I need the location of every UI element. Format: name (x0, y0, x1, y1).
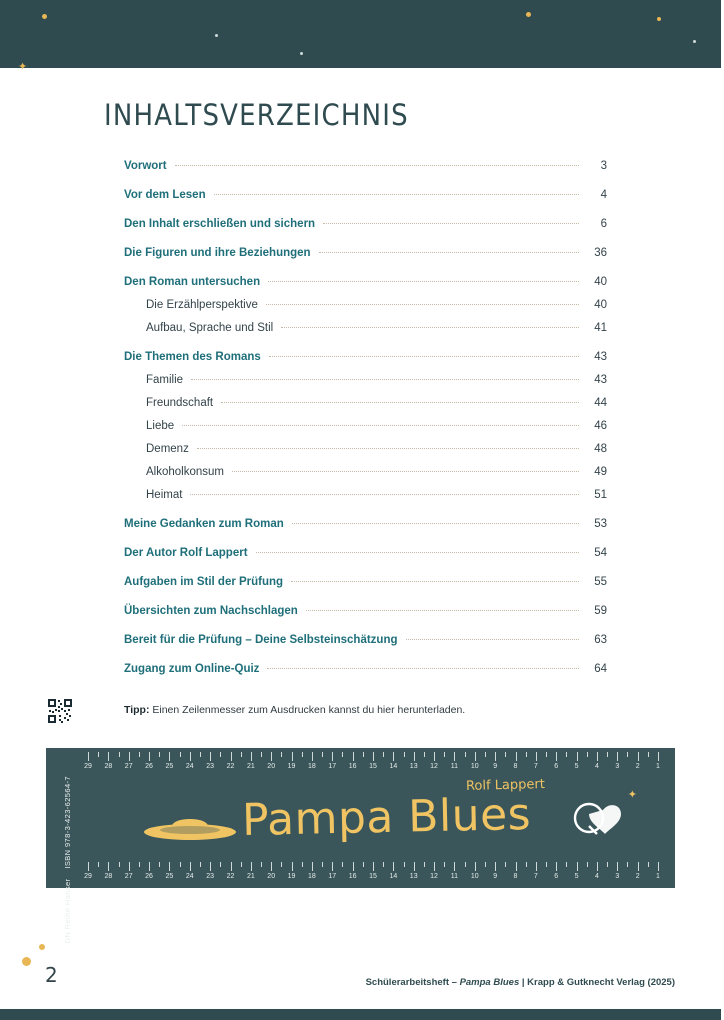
ruler-minor-tick (281, 862, 282, 867)
footer-book-title: Pampa Blues (459, 977, 520, 988)
toc-entry-label: Vorwort (124, 160, 167, 172)
ruler-minor-tick (322, 862, 323, 867)
ruler-tick-label: 2 (635, 763, 640, 770)
ruler-tick (597, 752, 598, 761)
ruler-tick-label: 9 (493, 873, 498, 880)
toc-entry-label: Der Autor Rolf Lappert (124, 547, 248, 559)
ruler-tick (638, 752, 639, 761)
ruler-tick (210, 862, 211, 871)
ruler-minor-tick (607, 752, 608, 757)
ruler-tick-label: 15 (369, 763, 377, 770)
ruler-minor-tick (424, 862, 425, 867)
toc-entry-label: Den Inhalt erschließen und sichern (124, 218, 316, 230)
ruler-tick-label: 14 (389, 873, 398, 880)
ruler-tick (597, 862, 598, 871)
ruler-tick-label: 13 (409, 763, 418, 770)
ruler-minor-tick (424, 752, 425, 757)
ruler-minor-tick (98, 862, 99, 867)
ruler-tick (149, 862, 150, 871)
ruler-tick (353, 752, 354, 761)
ruler-tick-label: 17 (328, 873, 337, 880)
toc-leader (406, 639, 580, 640)
toc-entry-label: Zugang zum Online-Quiz (124, 663, 260, 675)
top-decorative-band (0, 0, 721, 80)
ruler-minor-tick (302, 752, 303, 757)
ruler-tick-label: 7 (533, 763, 538, 770)
ruler-minor-tick (465, 752, 466, 757)
toc-leader (306, 610, 579, 611)
ruler-minor-tick (342, 752, 343, 757)
ruler-minor-tick (383, 752, 384, 757)
toc-entry-label: Familie (146, 374, 184, 386)
toc-leader (292, 523, 579, 524)
publisher-logo-icon (573, 796, 631, 845)
footer-note (366, 977, 675, 988)
ruler-tick (475, 752, 476, 761)
ruler-tick (617, 862, 618, 871)
ruler-tick (88, 862, 89, 871)
ruler-tick-label: 1 (656, 873, 660, 880)
ruler-tick (332, 862, 333, 871)
ruler-tick (190, 862, 191, 871)
ruler-minor-tick (485, 752, 486, 757)
toc-entry-label: Die Figuren und ihre Beziehungen (124, 247, 311, 259)
ruler-tick (434, 862, 435, 871)
toc-entry[interactable] (124, 160, 607, 180)
ruler-minor-tick (261, 752, 262, 757)
ruler-minor-tick (241, 862, 242, 867)
ruler-tick (414, 752, 415, 761)
ruler-tick-label: 22 (226, 763, 235, 770)
toc-entry-label: Heimat (146, 489, 183, 501)
ruler-tick (434, 752, 435, 761)
ruler-tick-label: 20 (267, 873, 276, 880)
toc-leader (221, 402, 579, 403)
ruler-minor-tick (119, 752, 120, 757)
ruler-minor-tick (322, 752, 323, 757)
toc-entry-page: 48 (594, 443, 607, 455)
ruler-tick (373, 752, 374, 761)
ruler-tick-label: 17 (328, 763, 337, 770)
toc-entry-page: 3 (600, 160, 607, 172)
ruler-tick-label: 25 (165, 873, 174, 880)
toc-entry[interactable] (124, 466, 607, 486)
ruler-minor-tick (302, 862, 303, 867)
ruler-minor-tick (220, 752, 221, 757)
toc-leader (266, 304, 579, 305)
toc-entry-page: 51 (594, 489, 607, 501)
ruler-tick (129, 752, 130, 761)
ruler-tickrow-bottom (46, 862, 675, 884)
tip-label: Tipp: (124, 704, 150, 716)
ruler-tick (129, 862, 130, 871)
ruler-book-author: Rolf Lappert (465, 776, 546, 795)
toc-leader (256, 552, 579, 553)
decor-dot (657, 17, 661, 21)
ruler-minor-tick (587, 752, 588, 757)
ruler-tick (393, 752, 394, 761)
ruler-minor-tick (485, 862, 486, 867)
ruler-minor-tick (587, 862, 588, 867)
ruler-minor-tick (404, 862, 405, 867)
qr-code-icon[interactable] (46, 697, 72, 723)
footer-prefix: Schülerarbeitsheft – (365, 977, 460, 988)
toc-entry-page: 54 (594, 547, 607, 559)
toc-entry-label: Aufgaben im Stil der Prüfung (124, 576, 284, 588)
toc-entry-page: 63 (594, 634, 607, 646)
ruler-tick (454, 862, 455, 871)
ruler-tick (108, 752, 109, 761)
toc-entry[interactable] (124, 322, 607, 342)
ruler-tick-label: 4 (594, 763, 599, 770)
ruler-tick-label: 29 (84, 873, 92, 880)
ruler-tick (292, 752, 293, 761)
ruler-tick-label: 4 (594, 873, 599, 880)
ruler-tick-label: 19 (287, 873, 296, 880)
ruler-tick (658, 752, 659, 761)
toc-leader (281, 327, 579, 328)
ruler-minor-tick (139, 862, 140, 867)
toc-leader (232, 471, 579, 472)
toc-entry-label: Liebe (146, 420, 175, 432)
ruler-tick-label: 26 (145, 763, 153, 770)
ruler-minor-tick (546, 862, 547, 867)
ruler-tick (577, 752, 578, 761)
ruler-tick (190, 752, 191, 761)
toc-entry-page: 36 (594, 247, 607, 259)
isbn-line-1: DN Reihe Hanser (63, 878, 72, 944)
ruler-tick (373, 862, 374, 871)
table-of-contents (124, 160, 607, 683)
ruler-minor-tick (505, 862, 506, 867)
ruler-tick (312, 752, 313, 761)
toc-entry-label: Demenz (146, 443, 189, 455)
ruler-tick-label: 27 (124, 873, 133, 880)
toc-leader (269, 356, 579, 357)
ruler-preview-image (46, 748, 675, 944)
ruler-minor-tick (607, 862, 608, 867)
toc-entry[interactable] (124, 576, 607, 596)
ruler-tick (577, 862, 578, 871)
ruler-minor-tick (342, 862, 343, 867)
ruler-tick (312, 862, 313, 871)
toc-leader (191, 379, 579, 380)
decor-dot (39, 944, 45, 950)
ruler-tick-label: 25 (165, 763, 174, 770)
toc-entry[interactable] (124, 663, 607, 683)
ruler-minor-tick (180, 862, 181, 867)
ruler-tick-label: 5 (574, 873, 579, 880)
ruler-tick (292, 862, 293, 871)
toc-entry-page: 64 (594, 663, 607, 675)
ruler-tick-label: 29 (84, 763, 92, 770)
ruler-minor-tick (465, 862, 466, 867)
toc-entry-label: Die Themen des Romans (124, 351, 261, 363)
ruler-minor-tick (627, 752, 628, 757)
toc-entry-label: Aufbau, Sprache und Stil (146, 322, 274, 334)
ruler-minor-tick (180, 752, 181, 757)
ruler-tick (251, 862, 252, 871)
toc-leader (182, 425, 579, 426)
toc-leader (323, 223, 579, 224)
ruler-tick (516, 752, 517, 761)
ruler-tick (638, 862, 639, 871)
ruler-tick-label: 9 (493, 763, 498, 770)
ruler-tick (658, 862, 659, 871)
decor-dot (42, 14, 47, 19)
ruler-tick-label: 15 (369, 873, 377, 880)
ruler-tick (88, 752, 89, 761)
ruler-tick (414, 862, 415, 871)
ruler-minor-tick (363, 862, 364, 867)
ruler-tick-label: 16 (348, 763, 357, 770)
ruler-minor-tick (648, 862, 649, 867)
ruler-tick (536, 752, 537, 761)
ruler-minor-tick (648, 752, 649, 757)
ruler-tick-label: 10 (470, 763, 479, 770)
toc-entry[interactable] (124, 351, 607, 371)
ruler-minor-tick (363, 752, 364, 757)
ruler-tick (271, 862, 272, 871)
ruler-tick (536, 862, 537, 871)
page-number: 2 (45, 963, 58, 987)
decor-dot (693, 40, 696, 43)
toc-entry-label: Alkoholkonsum (146, 466, 224, 478)
ruler-tickrow-top (46, 752, 675, 774)
toc-entry[interactable] (124, 518, 607, 538)
toc-entry[interactable] (124, 374, 607, 394)
ruler-tick-label: 20 (267, 763, 276, 770)
decor-dot (22, 957, 31, 966)
ruler-tick-label: 14 (389, 763, 398, 770)
ruler-minor-tick (526, 752, 527, 757)
ruler-tick-label: 7 (533, 873, 538, 880)
toc-entry[interactable] (124, 420, 607, 440)
toc-entry-page: 44 (594, 397, 607, 409)
ruler-minor-tick (505, 752, 506, 757)
toc-entry-page: 53 (594, 518, 607, 530)
toc-entry-page: 41 (594, 322, 607, 334)
ruler-minor-tick (139, 752, 140, 757)
toc-entry-page: 40 (594, 276, 607, 288)
ruler-tick-label: 23 (206, 873, 215, 880)
ruler-tick-label: 18 (308, 873, 316, 880)
tip-text (124, 704, 465, 716)
ruler-minor-tick (627, 862, 628, 867)
toc-entry[interactable] (124, 605, 607, 625)
toc-entry[interactable] (124, 247, 607, 267)
toc-entry[interactable] (124, 489, 607, 509)
ruler-minor-tick (526, 862, 527, 867)
star-icon: ✦ (627, 789, 637, 801)
toc-entry-label: Meine Gedanken zum Roman (124, 518, 284, 530)
toc-entry-page: 55 (594, 576, 607, 588)
ruler-minor-tick (566, 752, 567, 757)
toc-leader (175, 165, 579, 166)
ruler-tick-label: 3 (615, 873, 620, 880)
ruler-tick-label: 19 (287, 763, 296, 770)
toc-entry[interactable] (124, 443, 607, 463)
ruler-tick-label: 16 (348, 873, 357, 880)
toc-entry-page: 6 (600, 218, 607, 230)
isbn-line-2: ISBN 978-3-423-62564-7 (63, 776, 72, 869)
ruler-tick (231, 752, 232, 761)
toc-leader (214, 194, 579, 195)
ruler-minor-tick (98, 752, 99, 757)
ruler-tick-label: 21 (246, 873, 255, 880)
ruler-minor-tick (281, 752, 282, 757)
ruler-minor-tick (241, 752, 242, 757)
ruler-tick-label: 27 (124, 763, 133, 770)
ruler-tick-label: 28 (104, 763, 113, 770)
toc-entry[interactable] (124, 397, 607, 417)
ruler-isbn (63, 776, 72, 943)
ruler-minor-tick (119, 862, 120, 867)
ruler-tick-label: 21 (246, 763, 255, 770)
ruler-tick-label: 28 (104, 873, 113, 880)
ruler-tick-label: 13 (409, 873, 418, 880)
toc-entry-label: Freundschaft (146, 397, 214, 409)
ruler-tick-label: 22 (226, 873, 235, 880)
ruler-minor-tick (200, 862, 201, 867)
toc-entry[interactable] (124, 299, 607, 319)
tip-body: Einen Zeilenmesser zum Ausdrucken kannst du hier herunterladen. (149, 704, 466, 716)
ruler-tick-label: 18 (308, 763, 316, 770)
ruler-tick (169, 862, 170, 871)
ruler-minor-tick (261, 862, 262, 867)
toc-entry-label: Bereit für die Prüfung – Deine Selbsteinschätzung (124, 634, 398, 646)
ruler-tick (516, 862, 517, 871)
ruler-minor-tick (200, 752, 201, 757)
ruler-tick-label: 11 (450, 763, 459, 770)
toc-leader (267, 668, 579, 669)
ruler-minor-tick (383, 862, 384, 867)
ruler-tick-label: 8 (513, 763, 518, 770)
ruler-tick-label: 12 (430, 873, 438, 880)
ruler-minor-tick (566, 862, 567, 867)
toc-entry-label: Vor dem Lesen (124, 189, 206, 201)
ruler-tick (149, 752, 150, 761)
ruler-minor-tick (444, 752, 445, 757)
toc-entry-page: 59 (594, 605, 607, 617)
toc-leader (197, 448, 579, 449)
ruler-tick (495, 752, 496, 761)
toc-entry-label: Übersichten zum Nachschlagen (124, 605, 298, 617)
ruler-tick-label: 2 (635, 873, 640, 880)
ruler-tick (495, 862, 496, 871)
ruler-tick-label: 6 (554, 873, 559, 880)
toc-entry-page: 43 (594, 351, 607, 363)
ruler-tick-label: 11 (450, 873, 459, 880)
toc-leader (190, 494, 579, 495)
ruler-minor-tick (444, 862, 445, 867)
ruler-minor-tick (404, 752, 405, 757)
toc-entry-page: 40 (594, 299, 607, 311)
ruler-tick (332, 752, 333, 761)
toc-entry-page: 46 (594, 420, 607, 432)
ruler-tick (231, 862, 232, 871)
ruler-tick (108, 862, 109, 871)
decor-dot (215, 34, 218, 37)
toc-entry[interactable] (124, 276, 607, 296)
ruler-tick (210, 752, 211, 761)
footer-suffix: | Krapp & Gutknecht Verlag (2025) (519, 977, 675, 988)
ruler-tick (251, 752, 252, 761)
toc-entry[interactable] (124, 189, 607, 209)
ruler-tick-label: 24 (185, 873, 194, 880)
toc-entry-page: 4 (600, 189, 607, 201)
ruler-tick (454, 752, 455, 761)
toc-entry-label: Die Erzählperspektive (146, 299, 258, 311)
ruler-tick-label: 1 (656, 763, 660, 770)
toc-leader (268, 281, 579, 282)
decor-dot (300, 52, 303, 55)
toc-entry[interactable] (124, 634, 607, 654)
ruler-tick (271, 752, 272, 761)
ruler-book-title: Pampa Blues (241, 788, 532, 847)
ruler-minor-tick (159, 752, 160, 757)
toc-entry[interactable] (124, 547, 607, 567)
ruler-tick-label: 8 (513, 873, 518, 880)
ruler-tick (556, 752, 557, 761)
ruler-tick-label: 23 (206, 763, 215, 770)
ruler-tick-label: 5 (574, 763, 579, 770)
ruler-tick (556, 862, 557, 871)
ruler-minor-tick (220, 862, 221, 867)
ruler-tick-label: 12 (430, 763, 438, 770)
footer-rule (0, 1009, 721, 1020)
decor-dot (526, 12, 531, 17)
page-title: INHALTSVERZEICHNIS (104, 99, 409, 133)
toc-leader (319, 252, 579, 253)
ruler-tick (353, 862, 354, 871)
ruler-tick-label: 6 (554, 763, 559, 770)
toc-entry-page: 49 (594, 466, 607, 478)
toc-leader (291, 581, 579, 582)
torn-paper-edge (0, 68, 724, 94)
ruler-tick-label: 24 (185, 763, 194, 770)
toc-entry-label: Den Roman untersuchen (124, 276, 261, 288)
ufo-icon (142, 810, 238, 855)
ruler-tick (617, 752, 618, 761)
ruler-tick (475, 862, 476, 871)
ruler-minor-tick (159, 862, 160, 867)
toc-entry[interactable] (124, 218, 607, 238)
ruler-minor-tick (546, 752, 547, 757)
ruler-tick-label: 10 (470, 873, 479, 880)
ruler-tick-label: 26 (145, 873, 153, 880)
ruler-tick (393, 862, 394, 871)
download-tip-row (46, 697, 465, 723)
toc-entry-page: 43 (594, 374, 607, 386)
ruler-tick (169, 752, 170, 761)
ruler-tick-label: 3 (615, 763, 620, 770)
star-icon: ✦ (18, 61, 28, 73)
